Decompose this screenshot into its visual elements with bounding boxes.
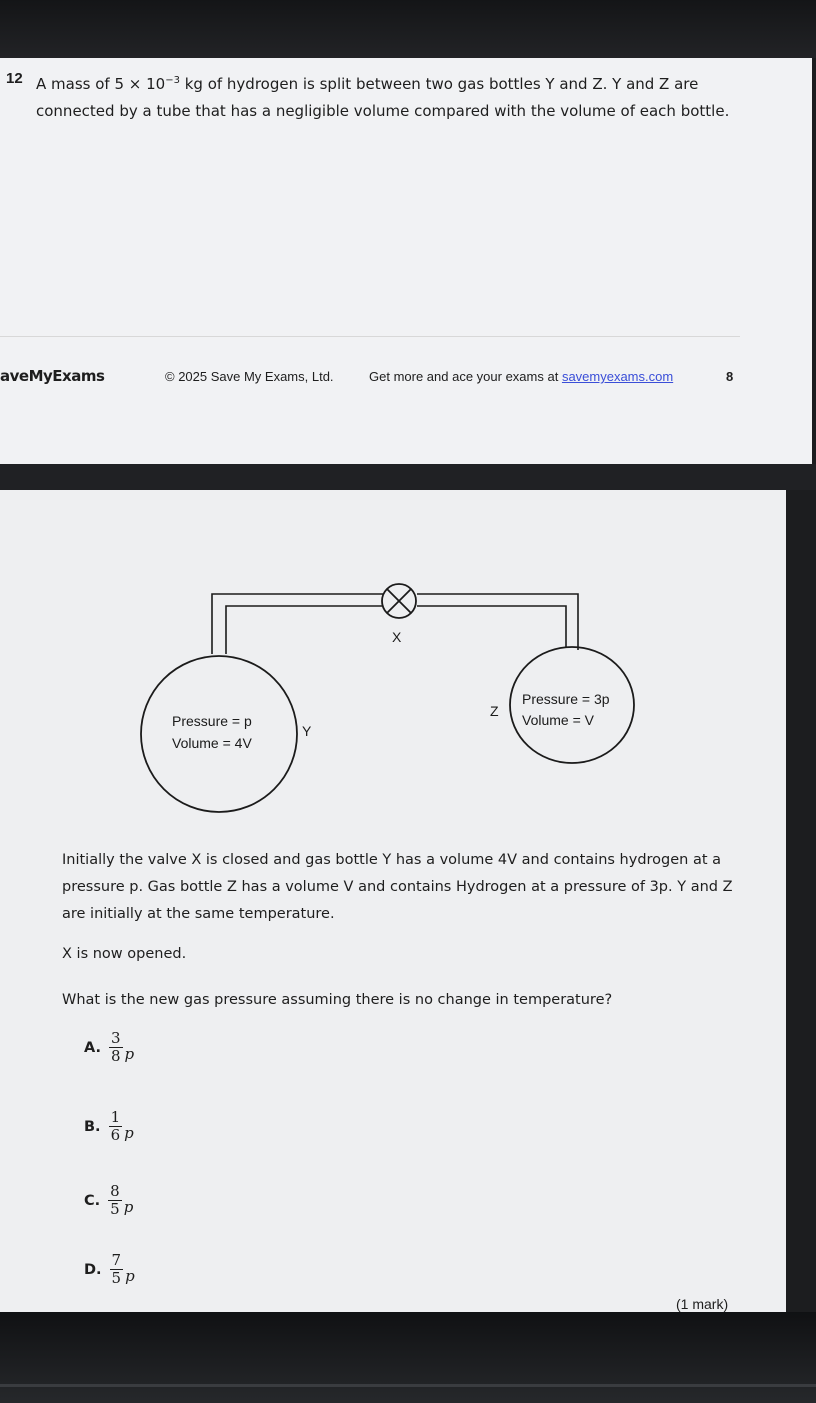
- bottle-y-icon: [141, 656, 297, 812]
- question-setup-text: Initially the valve X is closed and gas bottle Y has a volume 4V and contains hydrogen at a pressure p. Gas bottle Z has a volume V and contains Hydrogen at a pressure of 3p. Y and Z are initially at the same temperature.: [62, 852, 733, 922]
- fraction-denominator: 5: [111, 1269, 122, 1287]
- question-intro-exponent: −3: [165, 75, 180, 86]
- page-upper: [0, 58, 812, 464]
- option-variable: p: [124, 1123, 134, 1142]
- option-d[interactable]: [84, 1252, 135, 1287]
- fraction-numerator: 7: [111, 1251, 122, 1269]
- question-prompt: What is the new gas pressure assuming there is no change in temperature?: [62, 992, 613, 1008]
- option-variable: p: [125, 1266, 135, 1285]
- option-b[interactable]: [84, 1109, 134, 1144]
- question-action-text: X is now opened.: [62, 946, 187, 962]
- bottle-z-pressure: Pressure = 3p: [522, 691, 610, 707]
- footer-page-number: 8: [726, 369, 734, 384]
- option-letter: A.: [84, 1039, 101, 1056]
- option-fraction: [108, 1183, 122, 1218]
- option-variable: p: [124, 1044, 135, 1063]
- screen-top-bezel: [0, 0, 816, 58]
- footer-brand-logo: aveMyExams: [0, 367, 105, 385]
- option-fraction: [110, 1252, 124, 1287]
- footer-link[interactable]: savemyexams.com: [561, 369, 674, 384]
- page-gap: [0, 464, 816, 490]
- bottle-y-pressure: Pressure = p: [172, 713, 252, 729]
- footer-cta-text: Get more and ace your exams at: [369, 369, 562, 384]
- question-intro-start: A mass of 5 × 10: [36, 75, 166, 93]
- option-letter: B.: [84, 1118, 101, 1135]
- question-intro: [36, 67, 736, 125]
- page-lower: [0, 490, 786, 1312]
- option-fraction: [109, 1109, 123, 1144]
- bottle-y-volume: Volume = 4V: [172, 735, 252, 751]
- bottle-z-label: Z: [490, 703, 499, 719]
- gas-bottles-diagram: [0, 490, 786, 830]
- fraction-numerator: 3: [111, 1029, 121, 1047]
- footer-copyright: © 2025 Save My Exams, Ltd.: [165, 369, 334, 384]
- option-letter: C.: [84, 1192, 101, 1209]
- fraction-numerator: 8: [110, 1182, 120, 1200]
- bottle-y-label: Y: [302, 723, 312, 739]
- footer-cta: [369, 369, 673, 384]
- screen-bottom-bezel: [0, 1312, 816, 1403]
- fraction-denominator: 6: [110, 1126, 121, 1144]
- footer-divider: [0, 336, 740, 337]
- fraction-denominator: 8: [111, 1047, 121, 1065]
- fraction-denominator: 5: [110, 1200, 120, 1218]
- bottle-z-volume: Volume = V: [522, 712, 594, 728]
- fraction-numerator: 1: [110, 1108, 121, 1126]
- question-number: 12: [6, 70, 23, 87]
- option-a[interactable]: [84, 1030, 134, 1065]
- option-fraction: [109, 1030, 123, 1065]
- option-letter: D.: [84, 1261, 102, 1278]
- laptop-edge: [0, 1384, 816, 1387]
- question-intro-rest: kg of hydrogen is split between two gas bottles Y and Z. Y and Z are connected by a tube that has a negligible volume compared with the volume of each bottle.: [36, 75, 730, 120]
- marks-label: (1 mark): [676, 1296, 729, 1312]
- option-c[interactable]: [84, 1183, 133, 1218]
- valve-x-icon: [382, 584, 416, 618]
- option-variable: p: [123, 1197, 134, 1216]
- valve-label: X: [392, 629, 402, 645]
